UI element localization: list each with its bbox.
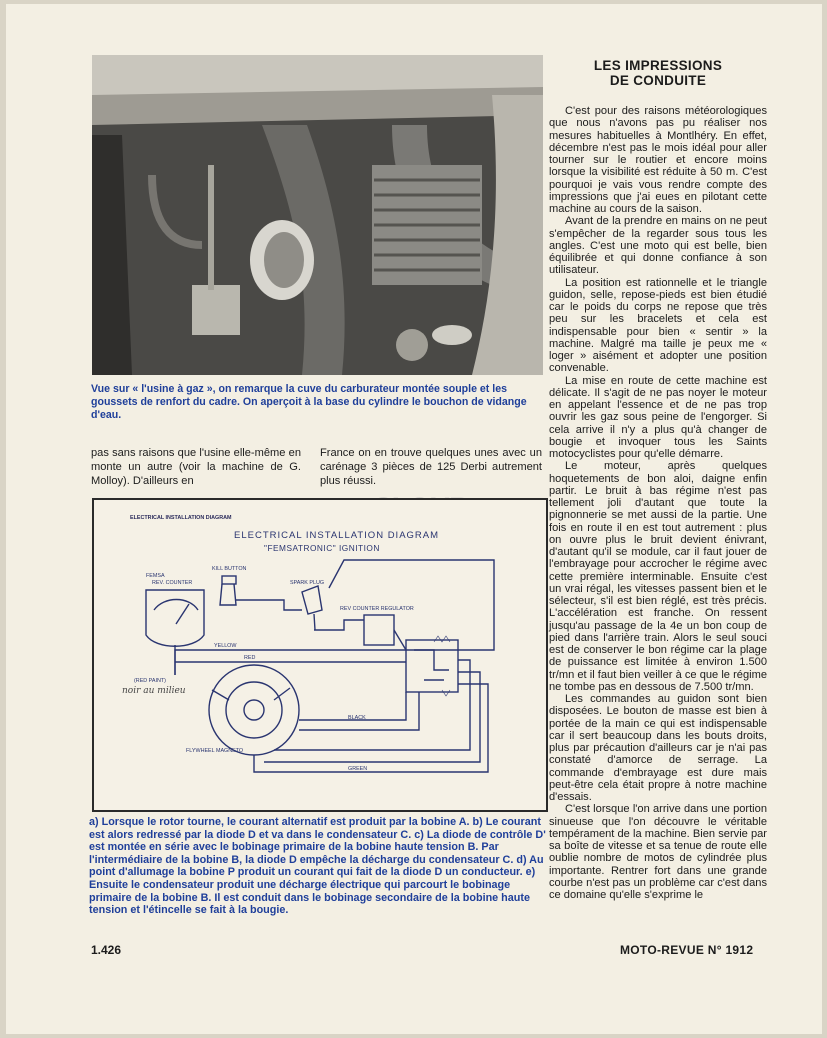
magazine-title: MOTO-REVUE N° 1912 (620, 943, 754, 957)
label-black-wire: BLACK (348, 715, 366, 721)
diagram-title: ELECTRICAL INSTALLATION DIAGRAM (234, 530, 440, 541)
page-number: 1.426 (91, 943, 122, 957)
paragraph: pas sans raisons que l'usine elle-même en monte un autre (voir la machine de G. Molloy). D'ailleurs en (91, 447, 301, 487)
article-heading (549, 58, 767, 88)
diagram-header-small: ELECTRICAL INSTALLATION DIAGRAM (130, 515, 232, 521)
diagram-subtitle: "FEMSATRONIC" IGNITION (264, 543, 380, 553)
heading-line-1: LES IMPRESSIONS (593, 58, 723, 73)
label-regulator: REV COUNTER REGULATOR (340, 606, 414, 612)
article-paragraph: C'est lorsque l'on arrive dans une portion sinueuse que l'on découvre le véritable tempérament de la machine. Bien servie par sa boîte de vitesse et sa tenue de route elle oublie nombre de motos de cylindrée plus importante. Rentrer fort dans une grande courbe n'est pas un problème car c'est dans ce domaine qu'elle s'exprime le (549, 803, 767, 901)
label-red-paint: (RED PAINT) (134, 678, 166, 684)
label-rev-counter: REV. COUNTER (152, 580, 193, 586)
article-paragraph: Les commandes au guidon sont bien disposées. Le bouton de masse est bien à portée de la main ce qui est indispensable car il sert beaucoup dans les bouts droits, plus par précaution d'ailleurs car je n'ai pas constaté d'amorce de serrage. La commande d'embrayage est dure mais peut-être cela était propre à notre machine d'essais. (549, 693, 767, 803)
label-red-wire: RED (244, 655, 256, 661)
label-kill-button: KILL BUTTON (212, 566, 247, 572)
label-green-wire: GREEN (348, 766, 368, 772)
article-paragraph: C'est pour des raisons météorologiques que nous n'avons pas pu réaliser nos mesures habituelles à Montlhéry. En effet, décembre n'est pas le mois idéal pour aller tourner sur le routier et encore moins lorsque la visibilité est réduite à 50 m. C'est pourquoi je vais vous rendre compte des impressions que j'ai eues en pilotant cette machine au cours de la saison. (549, 105, 767, 215)
label-flywheel: FLYWHEEL MAGNETO (186, 748, 244, 754)
article-body (549, 105, 767, 901)
engine-photo (92, 55, 543, 375)
handwritten-note: noir au milieu (122, 686, 186, 696)
label-yellow-wire: YELLOW (214, 643, 237, 649)
article-paragraph: La position est rationnelle et le triangle guidon, selle, repose-pieds est bien étudié car le poids du corps ne repose que très peu sur les bracelets et cela est indispensable pour bien « sentir » la machine. Malgré ma taille je peux me « loger » aisément et adopter une position convenable. (549, 276, 767, 375)
article-paragraph: Avant de la prendre en mains on ne peut s'empêcher de la regarder sous tous les angles. C'est une moto qui est belle, bien équilibrée et qui donne confiance à son utilisateur. (549, 215, 767, 277)
paragraph: France on en trouve quelques unes avec un carénage 3 pièces de 125 Derbi autrement plus réussi. (320, 447, 542, 487)
heading-line-2: DE CONDUITE (609, 73, 707, 88)
wiring-diagram (92, 498, 548, 812)
article-paragraph: La mise en route de cette machine est délicate. Il s'agit de ne pas noyer le moteur en appelant l'essence et de ne pas trop ouvrir les gaz sous peine de l'engorger. Si cela arrive il n'y a plus qu'à changer de bougie et invoquer tous les Saints motocyclistes pour qu'elle démarre. (549, 374, 767, 460)
photo-caption: Vue sur « l'usine à gaz », on remarque la cuve du carburateur montée souple et les goussets de renfort du cadre. On aperçoit à la base du cylindre le bouchon de vidange d'eau. (91, 383, 527, 421)
label-spark-plug: SPARK PLUG (290, 580, 325, 586)
diagram-notes: a) Lorsque le rotor tourne, le courant alternatif est produit par la bobine A. b) Le courant est alors redressé par la diode D et va dans le condensateur C. c) La diode de contrôle D' est montée en série avec le bobinage primaire de la bobine haute tension B. Par l'intermédiaire de la bobine B, la diode D empêche la décharge du condensateur C. d) Au point d'allumage la bobine P produit un courant qui fait de la diode D un conducteur. e) Ensuite le condensateur produit une décharge électrique qui parcourt le bobinage primaire de la bobine B. Il est conduit dans le bobinage secondaire de la bobine haute tension et l'étincelle se fait à la bougie. (89, 816, 546, 917)
article-paragraph: Le moteur, après quelques hoquetements de bon aloi, daigne enfin partir. Le bruit à bas régime n'est pas tellement joli d'autant que toute la pignonnerie se met aussi de la partie. Une fois en route il en est tout autrement : plus on ouvre plus le bruit devient énivrant, d'autant qu'il se module, car il faut jouer de l'embrayage pour accrocher le régime avec cette première interminable. Ensuite c'est un vrai régal, les vitesses passent bien et le sélecteur, s'il est bien réglé, est très précis. L'accélération est franche. On ressent jusqu'au passage de la 4e un bon coup de pied dans l'arrière train. Alors le seul souci est de conserver le bon régime car la plage de puissance est limitée à environ 1.500 tr/mn et il faut bien veiller à ce que le régime ne tombe pas en dessous de 7.500 tr/mn. (549, 460, 767, 693)
left-column-text (91, 446, 301, 488)
center-column-text (320, 446, 542, 488)
article-column (549, 58, 767, 901)
label-femsa: FEMSA (146, 573, 165, 579)
